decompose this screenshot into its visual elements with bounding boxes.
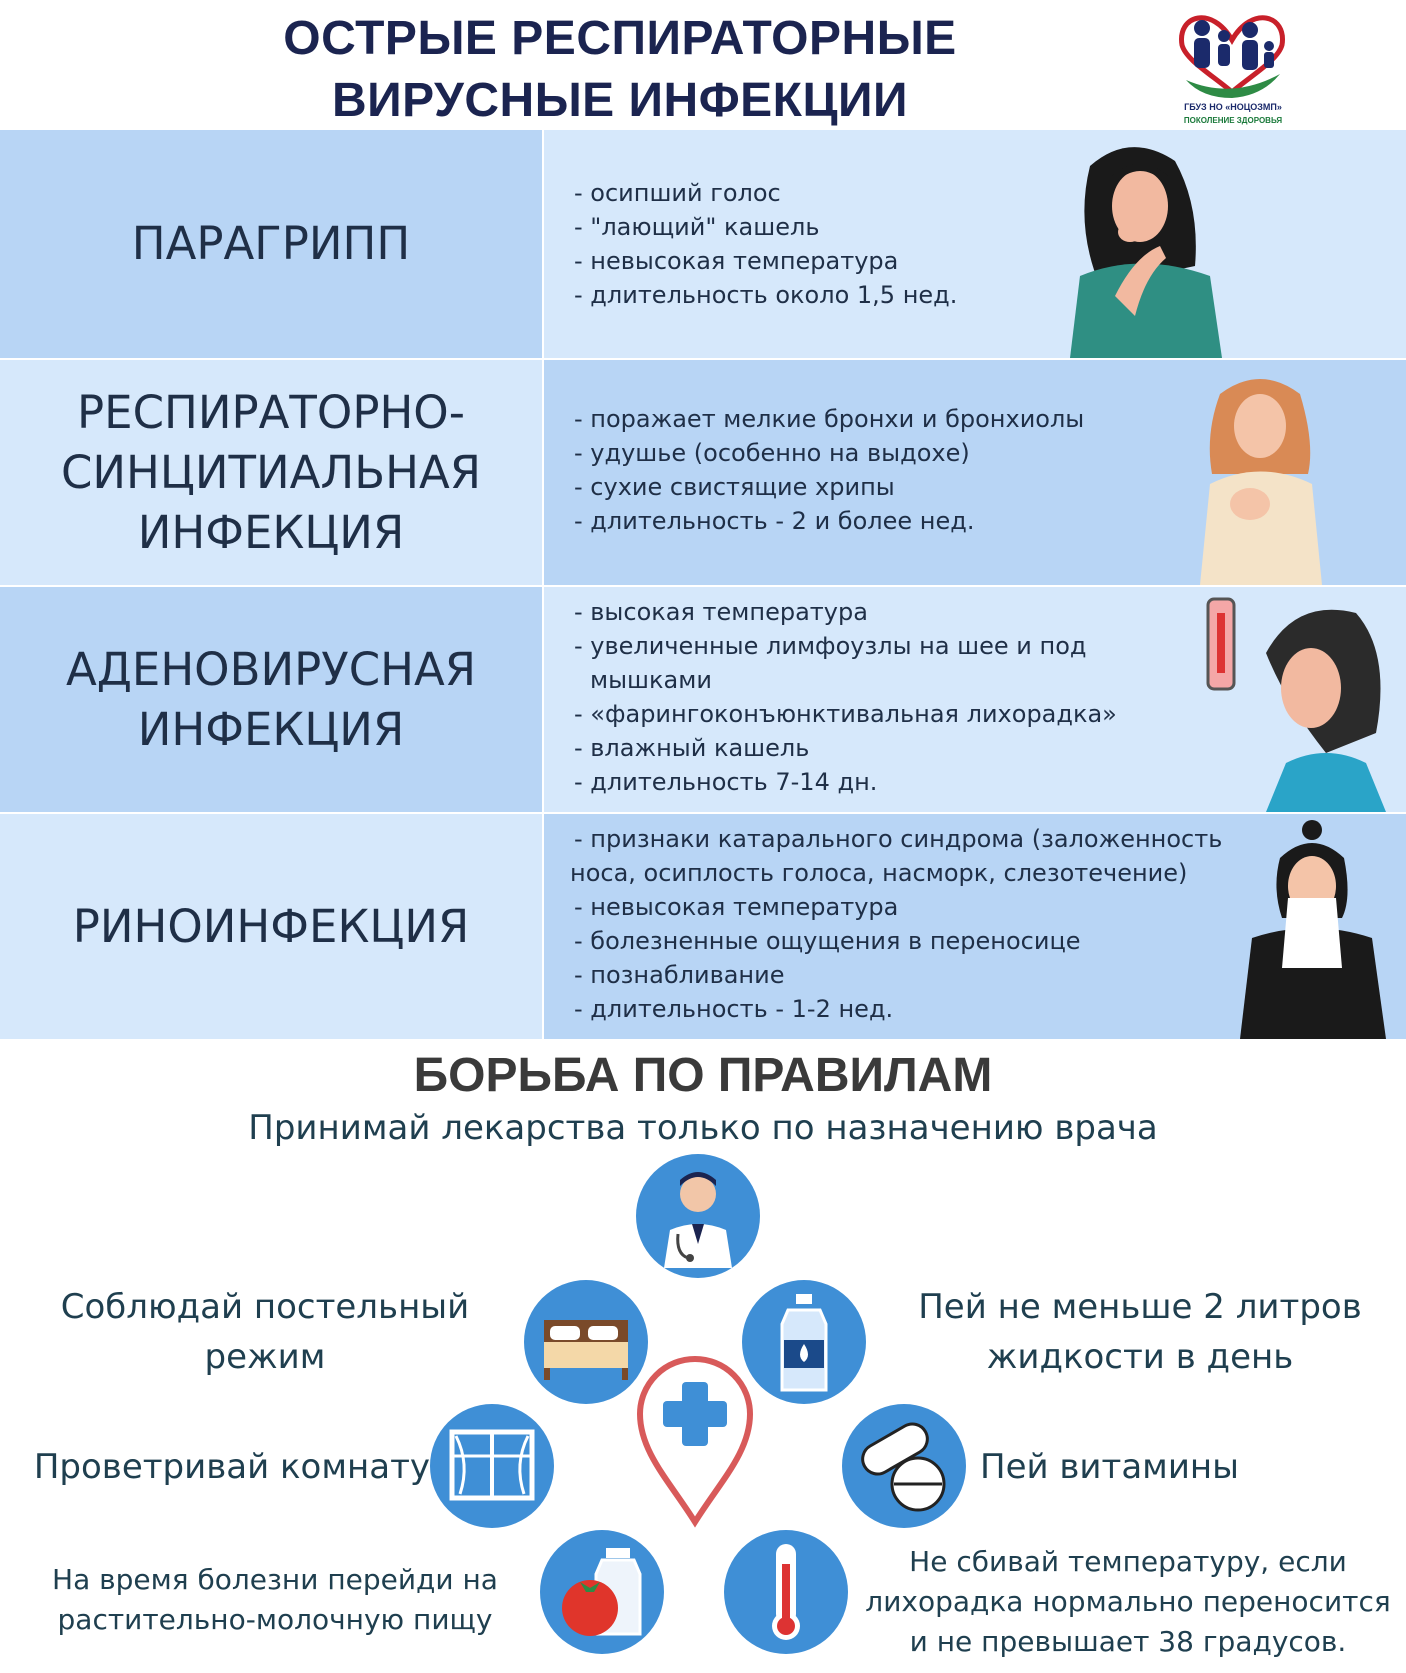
- woman-fever-thermometer-icon: [1206, 593, 1406, 812]
- symptom-item: - поражает мелкие бронхи и бронхиолы: [574, 405, 1085, 433]
- title-line-2: ВИРУСНЫЕ ИНФЕКЦИИ: [331, 74, 909, 127]
- infection-row-paragripp: [0, 130, 1406, 358]
- medical-pin-icon: [630, 1352, 760, 1532]
- doctor-icon: [636, 1154, 760, 1278]
- woman-chest-pain-icon: [1190, 364, 1330, 585]
- thermometer-icon: [724, 1530, 848, 1654]
- food-tomato-milk-icon: [540, 1530, 664, 1654]
- rule-medicine-text: Принимай лекарства только по назначению врача: [248, 1108, 1158, 1148]
- header: [0, 0, 1406, 130]
- rule-ventilate: Проветривай комнату: [33, 1447, 430, 1487]
- symptom-list: [570, 822, 1223, 1026]
- symptom-list: [574, 402, 1084, 538]
- water-bottle-icon: [742, 1280, 866, 1404]
- title-line-1: ОСТРЫЕ РЕСПИРАТОРНЫЕ: [283, 12, 957, 65]
- symptom-item: - осипший голос: [574, 179, 781, 207]
- symptom-item: - удушье (особенно на выдохе): [574, 439, 970, 467]
- page-title: [200, 8, 1040, 132]
- infection-name: ПАРАГРИПП: [0, 130, 542, 358]
- woman-sneezing-tissue-icon: [1230, 818, 1400, 1039]
- bed-icon: [524, 1280, 648, 1404]
- symptom-item: - длительность - 1-2 нед.: [574, 995, 894, 1023]
- symptom-item: - длительность 7-14 дн.: [574, 768, 878, 796]
- rule-bed-rest: Соблюдай постельный режим: [60, 1287, 470, 1377]
- logo-tagline: ПОКОЛЕНИЕ ЗДОРОВЬЯ: [1183, 116, 1283, 125]
- rule-temperature: Не сбивай температуру, если лихорадка нормально переносится и не превышает 38 градусов.: [865, 1545, 1391, 1658]
- infection-name: АДЕНОВИРУСНАЯ ИНФЕКЦИЯ: [0, 587, 542, 812]
- symptom-item: - невысокая температура: [574, 893, 899, 921]
- rule-vitamins: Пей витамины: [980, 1447, 1239, 1487]
- infection-name: РЕСПИРАТОРНО- СИНЦИТИАЛЬНАЯ ИНФЕКЦИЯ: [0, 360, 542, 585]
- logo-org-name: ГБУЗ НО «НОЦОЗМП»: [1184, 102, 1282, 112]
- infection-row-adenovirus: [0, 587, 1406, 812]
- symptom-item: - невысокая температура: [574, 247, 899, 275]
- symptom-item: - признаки катарального синдрома (заложенность: [574, 825, 1223, 853]
- pills-icon: [842, 1404, 966, 1528]
- rule-diet: На время болезни перейди на растительно-молочную пищу: [52, 1563, 498, 1636]
- symptom-item: мышками: [590, 666, 712, 694]
- infection-row-rsv: [0, 360, 1406, 585]
- symptom-item: - сухие свистящие хрипы: [574, 473, 895, 501]
- symptom-item: - болезненные ощущения в переносице: [574, 927, 1081, 955]
- infection-row-rhinovirus: [0, 814, 1406, 1039]
- symptom-list: [574, 176, 957, 312]
- symptom-item: - «фарингоконъюнктивальная лихорадка»: [574, 700, 1117, 728]
- rules-title: БОРЬБА ПО ПРАВИЛАМ: [413, 1049, 993, 1102]
- symptom-list: [574, 595, 1117, 799]
- infection-description: [544, 814, 1406, 1039]
- infection-name: РИНОИНФЕКЦИЯ: [0, 814, 542, 1039]
- window-icon: [430, 1404, 554, 1528]
- rule-drink-water: Пей не меньше 2 литров жидкости в день: [918, 1287, 1362, 1377]
- symptom-item: - влажный кашель: [574, 734, 810, 762]
- infection-description: [544, 587, 1406, 812]
- infection-description: [544, 360, 1406, 585]
- symptom-item: - "лающий" кашель: [574, 213, 820, 241]
- symptom-item: - высокая температура: [574, 598, 868, 626]
- woman-coughing-icon: [1060, 136, 1240, 358]
- symptom-item: - увеличенные лимфоузлы на шее и под: [574, 632, 1087, 660]
- symptom-item: - длительность - 2 и более нед.: [574, 507, 975, 535]
- symptom-item: - познабливание: [574, 961, 785, 989]
- symptom-item: носа, осиплость голоса, насморк, слезотечение): [570, 859, 1188, 887]
- symptom-item: - длительность около 1,5 нед.: [574, 281, 958, 309]
- infection-description: [544, 130, 1406, 358]
